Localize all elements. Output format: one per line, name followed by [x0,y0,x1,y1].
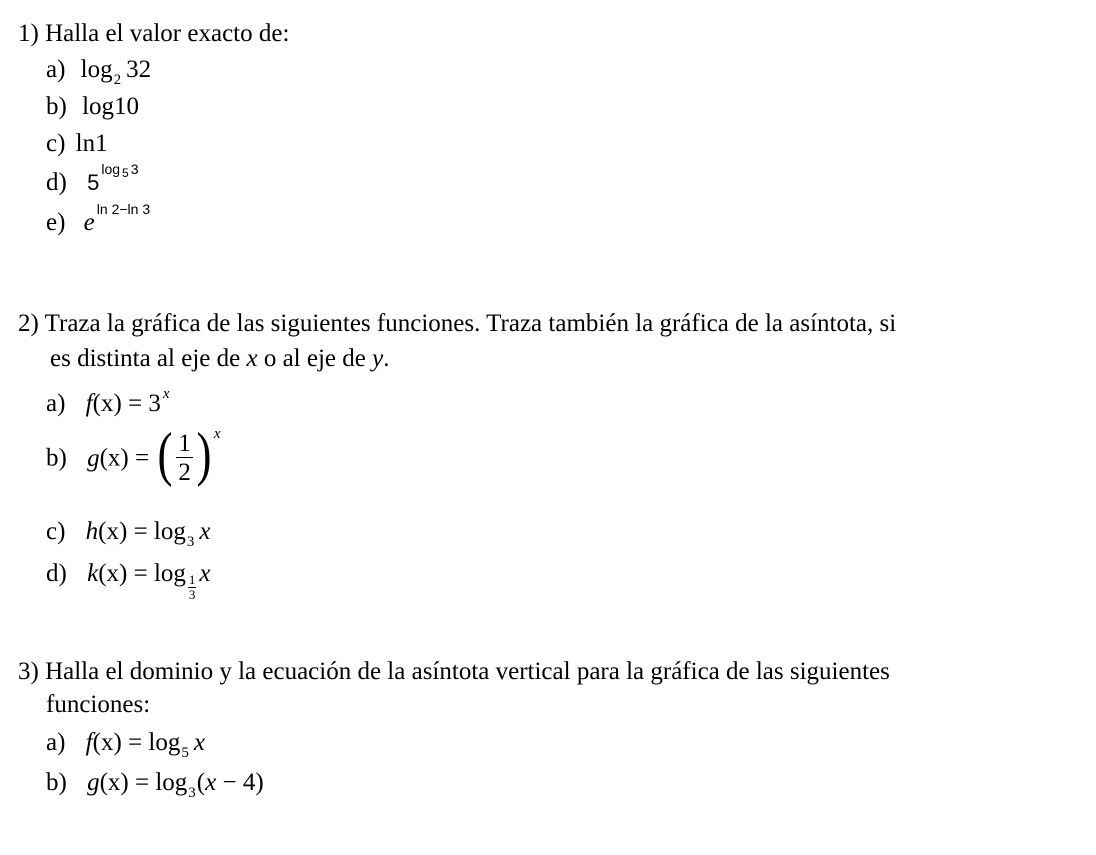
problem-2c [46,518,211,550]
fn-var: (x) [99,769,129,796]
problem-3-heading: 3) Halla el dominio y la ecuación de la asíntota vertical para la gráfica de las siguientes [18,658,890,685]
power-base: 5 [87,170,100,195]
problem-3a [46,729,205,761]
item-label: b) [46,444,67,472]
arg-open: ( [196,769,206,796]
fn-var: (x) [98,560,128,587]
power-exponent [101,161,139,180]
rhs: = 3 [128,390,161,417]
problem-3b [46,769,264,801]
text: o al eje de [257,345,373,372]
problem-1c [46,131,108,156]
power-base: e [83,209,95,236]
item-label: d) [46,560,67,587]
fn-var: (x) [99,444,129,472]
power-exponent: ln 2−ln 3 [96,201,151,217]
log-arg: x [199,560,211,587]
right-paren: ) [196,421,212,487]
base-numerator: 1 [188,572,196,587]
fn-name: g [87,444,100,472]
rhs: = log [134,769,188,796]
fn-name: g [87,769,100,796]
fn-var: (x) [92,390,122,417]
problem-2b [46,421,221,488]
log-base-fraction [188,573,197,602]
problem-3-continuation: funciones: [46,691,151,718]
problem-1b [46,94,139,119]
base-denominator: 3 [188,586,196,602]
problem-2a [46,386,170,417]
fn-var: (x) [98,518,128,545]
rhs: = log [128,729,181,756]
problem-2d [46,560,211,602]
log-arg: x [199,518,211,545]
rhs: = log [133,560,186,587]
log-fn: log [80,56,113,83]
var-y: y [372,345,384,372]
fraction [176,431,193,485]
arg-rest: − 4) [216,769,264,796]
fraction-denominator: 2 [178,459,191,486]
item-label: b) [46,769,67,796]
item-label: a) [46,390,66,417]
fn-name: h [85,518,99,545]
problem-1e [46,201,151,236]
problem-2-continuation [50,346,389,371]
item-label: a) [46,56,66,83]
item-label: b) [46,93,67,120]
exp-log-arg: 3 [130,161,139,177]
item-label: c) [46,130,66,157]
exponent: x [213,425,221,442]
fn-name: k [87,560,99,587]
problem-1a [46,56,152,88]
log-base: 2 [113,72,122,88]
fn-name: f [85,390,93,417]
log-base: 5 [181,745,189,761]
item-label: a) [46,729,66,756]
log-base: 3 [186,534,195,550]
log-base: 3 [188,785,196,801]
exp-log-base: 5 [122,166,129,180]
exponent: x [162,386,170,402]
item-label: c) [46,518,66,545]
arg-var: x [205,769,217,796]
fn-name: f [85,729,93,756]
fraction-numerator: 1 [178,430,191,457]
problem-1-heading: 1) Halla el valor exacto de: [18,20,290,47]
exp-log: log [101,161,121,177]
log-arg: x [193,729,205,756]
expression: ln1 [75,130,108,157]
text: . [383,345,390,372]
log-arg: 32 [126,56,152,83]
rhs: = log [133,518,186,545]
left-paren: ( [157,421,173,487]
item-label: d) [46,169,67,196]
text: es distinta al eje de [50,345,247,372]
expression: log10 [82,93,140,120]
var-x: x [246,345,258,372]
fn-var: (x) [92,729,122,756]
problem-2-heading: 2) Traza la gráfica de las siguientes funciones. Traza también la gráfica de la asíntota, si [18,310,897,337]
equals: = [134,444,150,472]
item-label: e) [46,209,66,236]
problem-1d [46,161,139,196]
